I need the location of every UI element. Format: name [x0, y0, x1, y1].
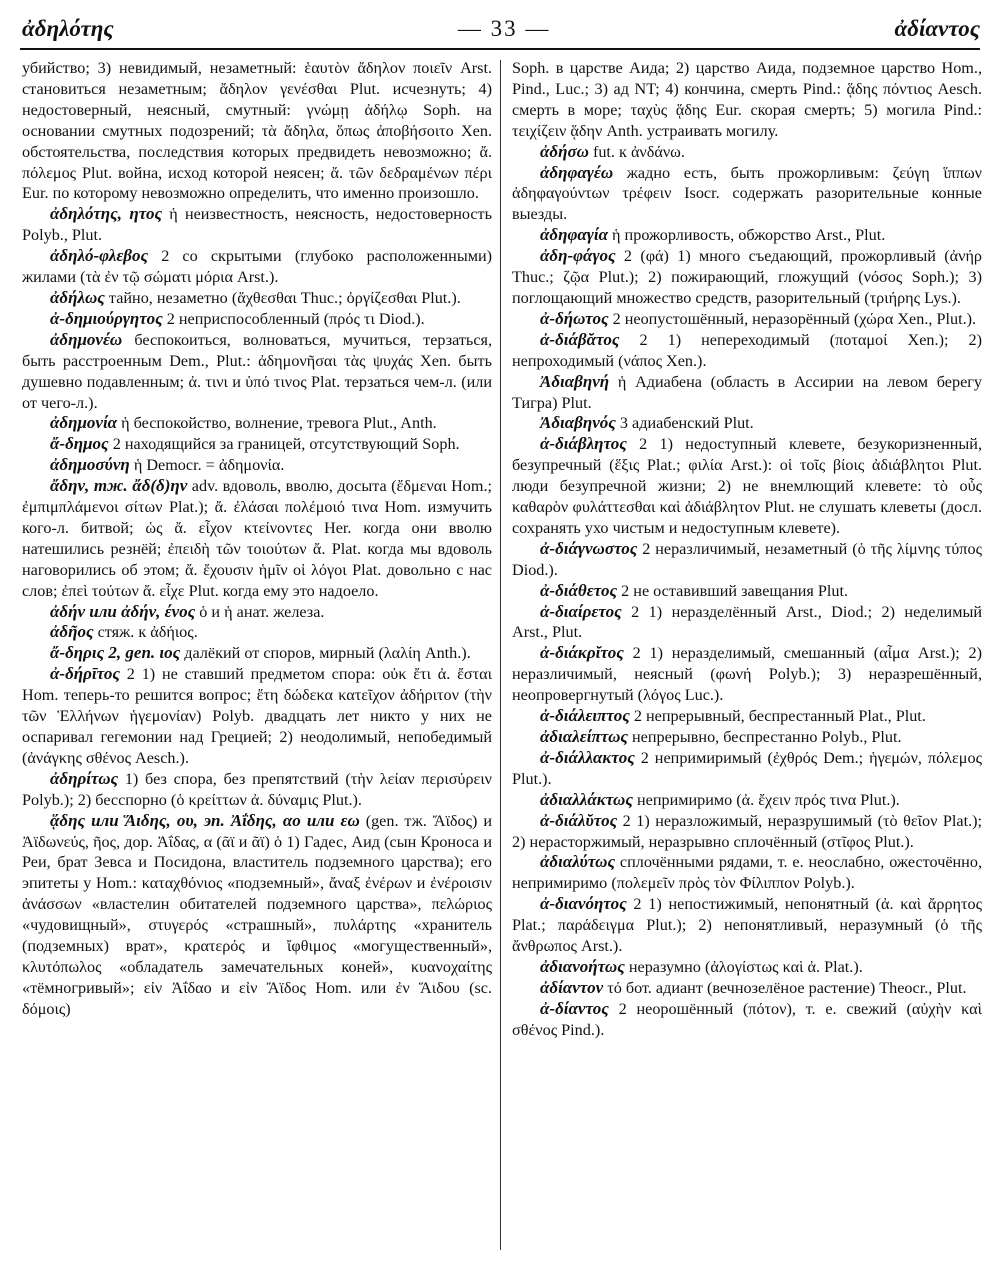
- dictionary-entry: [512, 727, 982, 748]
- entry-text: ὁ и ἡ анат. железа.: [195, 602, 325, 621]
- entry-headword: ἀ-δίαντος: [540, 998, 609, 1018]
- entry-text: 2 непримиримый (ἐχθρός Dem.; ἡγεμών, πόλεμος Plut.).: [512, 748, 982, 788]
- dictionary-entry: [22, 622, 492, 643]
- entry-headword: ἀ-δήωτος: [540, 308, 609, 328]
- entry-text: 3 адиабенский Plut.: [615, 414, 754, 433]
- entry-headword: ἀδιαλείπτως: [540, 727, 628, 746]
- dictionary-entry: [512, 581, 982, 602]
- entry-headword: ἀδήν или ἀδήν, ένος: [50, 601, 196, 621]
- entry-headword: ἀ-διανόητος: [540, 894, 627, 914]
- entry-text: 1) без спора, без препятствий (τὴν λείαν περισύρειν Polyb.); 2) бесспорно (ὁ κρείττων ἀ. δύναμις Plut.).: [22, 769, 492, 809]
- entry-text: 2 1) неразложимый, неразрушимый (τὸ θεῖον Plat.); 2) нерасторжимый, неразрывно сплочённый (στῖφος Plut.).: [512, 811, 982, 851]
- dictionary-entry: [22, 602, 492, 623]
- entry-headword: ἀ-διάκρῐτος: [540, 643, 624, 663]
- entry-text: fut. к ἀνδάνω.: [588, 142, 685, 161]
- entry-text: 2 неорошённый (πότον), т. е. свежий (αὐχὴν καὶ σθένος Pind.).: [512, 999, 982, 1039]
- entry-headword: ἀδημονία: [50, 413, 118, 433]
- dictionary-entry: [22, 476, 492, 601]
- dictionary-entry: [22, 204, 492, 246]
- left-column: [22, 58, 492, 1020]
- dictionary-entry: [512, 309, 982, 330]
- entry-text: adv. вдоволь, вволю, досыта (ἔδμεναι Hom.; ἐμπιμπλάμενοι σίτων Plat.); ἄ. ἐλάσαι πολέμοιό τινα Hom. измучить кого-л. битвой; ὡς ἄ. εἶχον κτείνοντες Her. когда они вволю натешились резнёй; ἐπειδὴ τῶν τοιούτων ἄ. Plat. когда мы вдоволь наговорились об этом; ἄ. ἔχουσιν ἡμῖν οἱ λόγοι Plat. довольно с нас слов; ἐπεὶ τούτων ἄ. εἶχε Plut. когда ему это надоело.: [22, 477, 493, 600]
- dictionary-entry: [512, 999, 982, 1041]
- entry-headword: ἀ-δημιούργητος: [50, 308, 163, 328]
- entry-headword: Ἀδιαβηνός: [540, 413, 616, 433]
- entry-text: тайно, незаметно (ἄχθεσθαι Thuc.; ὀργίζεσθαι Plut.).: [104, 288, 461, 307]
- dictionary-entry: [512, 706, 982, 727]
- entry-text: 2 не оставивший завещания Plut.: [617, 581, 849, 600]
- dictionary-entry: [512, 163, 982, 226]
- entry-text: 2 1) не ставший предметом спора: οὐκ ἔτι ἀ. ἔσται Hom. теперь-то решится вопрос; ἔτη δώδεκα κατεῖχον ἀδήριτον (τὴν τῶν Ἑλλήνων ἡγεμονίαν) Polyb. двадцать лет никто у них не оспаривал гегемонии над Грецией; 2) неодолимый, непобедимый (ἀνάγκης σθένος Aesch.).: [22, 665, 492, 767]
- entry-text: 2 со скрытыми (глубоко расположенными) жилами (τὰ ἐν τῷ σώματι μόρια Arst.).: [22, 247, 492, 287]
- entry-headword: ᾅδης или Ἅιδης, ου, эп. Ἀΐδης, αο или εω: [50, 810, 360, 830]
- entry-headword: ἀδίαντον: [540, 977, 604, 997]
- dictionary-entry: [22, 309, 492, 330]
- dictionary-entry: [512, 539, 982, 581]
- dictionary-entry: [512, 142, 982, 163]
- entry-text: непримиримо (ἀ. ἔχειν πρός τινα Plut.).: [632, 790, 900, 809]
- entry-text: неразумно (ἀλογίστως καὶ ἀ. Plat.).: [624, 957, 863, 976]
- dictionary-entry: [22, 455, 492, 476]
- entry-headword: ἀδήσω: [540, 141, 589, 161]
- entry-headword: ἀ-διάθετος: [540, 580, 618, 600]
- entry-text: 2 1) непостижимый, непонятный (ἀ. καὶ ἄρρητος Plat.; παράδειγμα Plut.); 2) непонятливый, неразумный (ὁ τῆς ἄνθρωπος Arst.).: [512, 895, 982, 956]
- dictionary-entry: [22, 434, 492, 455]
- entry-text: 2 находящийся за границей, отсутствующий Soph.: [108, 435, 460, 454]
- entry-headword: ἀδηφαγία: [540, 225, 608, 245]
- column-divider: [500, 60, 501, 1250]
- entry-headword: ἀδῆος: [50, 622, 94, 642]
- entry-text: 2 1) непереходимый (ποταμοί Xen.); 2) непроходимый (νάπος Xen.).: [512, 330, 982, 370]
- dictionary-entry: [512, 225, 982, 246]
- dictionary-entry: [22, 413, 492, 434]
- page-number: — 33 —: [457, 16, 551, 41]
- entry-text: 2 1) неразделённый Arst., Diod.; 2) неделимый Arst., Plut.: [512, 602, 982, 642]
- entry-text: 2 неприспособленный (πρός τι Diod.).: [162, 309, 425, 328]
- entry-headword: ἀ-διάβᾰτος: [540, 329, 620, 349]
- entry-headword: ἀδιανοήτως: [540, 956, 625, 976]
- dictionary-entry: [512, 413, 982, 434]
- entry-text: Soph. в царстве Аида; 2) царство Аида, подземное царство Hom., Pind., Luc.; 3) ад NT; 4) кончина, смерть Pind.: ᾅδης πόντιος Aesch. смерть в море; ταχὺς ᾅδης Eur. скорая смерть; 5) могила Pind.: τειχίζειν ᾅδην Anth. устраивать могилу.: [512, 59, 982, 140]
- right-column: [512, 58, 982, 1041]
- entry-text: 2 неопустошённый, неразорённый (χώρα Xen., Plut.).: [608, 309, 977, 328]
- dictionary-entry: [22, 643, 492, 664]
- entry-text: сплочёнными рядами, т. е. неослабно, ожесточённо, непримиримо (πολεμεῖν πρὸς τὸν Φίλιππον Polyb.).: [512, 853, 982, 893]
- entry-text: непрерывно, беспрестанно Polyb., Plut.: [627, 728, 902, 746]
- entry-text: стяж. к ἀδήιος.: [93, 623, 198, 642]
- dictionary-entry: [22, 246, 492, 288]
- entry-headword: ἀδήλως: [50, 287, 105, 307]
- dictionary-entry: [512, 602, 982, 644]
- entry-headword: ἀ-διάλῠτος: [540, 810, 618, 830]
- entry-headword: ἀδηφαγέω: [540, 162, 614, 182]
- entry-text: 2 1) недоступный клевете, безукоризненный, безупречный (ἕξις Plat.; φιλία Arst.): οἱ τοῖς βίοις ἀδιάβλητοι Plut. люди безупречной жизни; 2) не внемлющий клевете: τὸ οὖς καθαρὸν φυλάττεσθαι καὶ ἀδιάβλητον Plut. не слушать клеветы (досл. сохранять ухо чистым и недоступным клевете).: [512, 435, 982, 537]
- entry-headword: ἄ-δημος: [50, 434, 109, 454]
- entry-headword: ἀ-διάγνωστος: [540, 538, 638, 558]
- entry-text: 2 1) неразделимый, смешанный (αἷμα Arst.); 2) неразличимый, неясный (φωνή Polyb.); 3) неразрешённый, неопровергнутый (λόγος Luc.).: [512, 644, 982, 705]
- dictionary-entry: [512, 643, 982, 706]
- dictionary-entry: [512, 434, 982, 539]
- entry-text: ἡ беспокойство, волнение, тревога Plut., Anth.: [117, 414, 437, 433]
- entry-text: жадно есть, быть прожорливым: ζεύγη ἵππων ἀδηφαγούντων τρέφειν Isocr. содержать разорительные конные выезды.: [512, 163, 982, 224]
- entry-text: беспокоиться, волноваться, мучиться, терзаться, быть расстроенным Dem., Plut.: ἀδημονῆσαι τὰς ψυχάς Xen. быть душевно подавленным; ἀ. τινι и ὑπό τινος Plat. терзаться чем-л. (или от чего-л.).: [22, 330, 492, 412]
- page-header: [22, 12, 980, 46]
- entry-headword: ἄδην, тж. ἄδ(δ)ην: [50, 476, 188, 496]
- dictionary-entry: [512, 852, 982, 894]
- entry-headword: ἀδημοσύνη: [50, 455, 130, 475]
- dictionary-entry: [512, 58, 982, 142]
- dictionary-entry: [22, 769, 492, 811]
- entry-headword: ἀ-διάλειπτος: [540, 706, 630, 726]
- entry-text: ἡ прожорливость, обжорство Arst., Plut.: [608, 226, 886, 245]
- entry-headword: ἀ-διαίρετος: [540, 601, 622, 621]
- entry-headword: ἀδηλότης, ητος: [50, 204, 163, 224]
- entry-headword: ἀ-διάβλητος: [540, 434, 627, 454]
- dictionary-entry: [512, 894, 982, 957]
- dictionary-entry: [512, 811, 982, 853]
- dictionary-entry: [512, 748, 982, 790]
- dictionary-entry: [22, 811, 492, 1020]
- entry-text: ἡ Democr. = ἀδημονία.: [129, 456, 285, 475]
- entry-headword: ἀ-δήρῑτος: [50, 664, 120, 684]
- dictionary-entry: [512, 978, 982, 999]
- entry-headword: ἀδιαλύτως: [540, 852, 616, 872]
- dictionary-entry: [22, 58, 492, 204]
- entry-headword: ἀδηρίτως: [50, 768, 119, 788]
- entry-text: (gen. тж. Ἄϊδος) и Ἀϊδωνεύς, ῆος, дор. Ἀΐδας, α (ᾶϊ и ᾶϊ) ὁ 1) Гадес, Аид (сын Кроноса и Реи, брат Зевса и Посидона, властитель подземного царства); его эпитеты у Hom.: καταχθόνιος «подземный», ἄναξ ἐνέρων и ἐνέροισιν ἀνάσσων «властелин обитателей подземного царства», πελώριος «чудовищный», στυγερός «страшный», πυλάρτης «хранитель (подземных) врат», κρατερός и ἴφθιμος «могущественный», κλυτόπωλος «обладатель замечательных коней», κυανοχαίτης «тёмногривый»; εἰν Ἀΐδαο и εἰν Ἄϊδος Hom. или ἐν Ἅιδου (sc. δόμοις): [22, 811, 492, 1018]
- entry-headword: ἀδημονέω: [50, 329, 123, 349]
- dictionary-entry: [22, 288, 492, 309]
- dictionary-entry: [512, 372, 982, 414]
- dictionary-entry: [512, 790, 982, 811]
- left-guideword: ἀδηλότης: [22, 16, 114, 41]
- entry-headword: ἀδηλό-φλεβος: [50, 246, 149, 266]
- dictionary-entry: [22, 664, 492, 769]
- entry-headword: ἀ-διάλλακτος: [540, 747, 635, 767]
- entry-text: далёкий от споров, мирный (λαλίη Anth.).: [180, 644, 471, 663]
- entry-text: 2 непрерывный, беспрестанный Plat., Plut.: [629, 707, 926, 726]
- entry-text: 2 неразличимый, незаметный (ὁ τῆς λίμνης τύπος Diod.).: [512, 539, 982, 579]
- entry-headword: ἀδη-φάγος: [540, 246, 616, 266]
- dictionary-entry: [512, 957, 982, 978]
- entry-text: ἡ неизвестность, неясность, недостоверность Polyb., Plut.: [22, 205, 492, 245]
- entry-text: 2 (φά) 1) много съедающий, прожорливый (ἀνήρ Thuc.; ζῷα Plut.); 2) пожирающий, гложущий (νόσος Soph.); 3) поглощающий множество средств, разорительный (τριήρης Lys.).: [512, 247, 982, 307]
- entry-text: убийство; 3) невидимый, незаметный: ἑαυτὸν ἄδηλον ποιεῖν Arst. становиться незаметным; ἄδηλον γενέσθαι Plut. исчезнуть; 4) недостоверный, неясный, смутный: γνώμῃ ἀδήλῳ Soph. на основании смутных подозрений; τὰ ἄδηλα, ὅπως ἀποβήσοιτο Xen. обстоятельства, последствия которых предвидеть невозможно; ἄ. πόλεμος Plut. война, исход которой неясен; ἄ. τῶν δεδραμένων πέρι Eur. по которому невозможно определить, что именно произошло.: [22, 59, 492, 203]
- entry-text: τό бот. адиант (вечнозелёное растение) Theocr., Plut.: [603, 978, 967, 997]
- entry-text: ἡ Адиабена (область в Ассирии на левом берегу Тигра) Plut.: [512, 372, 982, 412]
- header-rule: [20, 48, 980, 50]
- right-guideword: ἀδίαντος: [894, 16, 980, 41]
- entry-headword: Ἀδιαβηνή: [540, 371, 610, 391]
- entry-headword: ἄ-δηρις 2, gen. ιος: [50, 643, 181, 663]
- dictionary-entry: [512, 330, 982, 372]
- dictionary-entry: [512, 246, 982, 309]
- dictionary-entry: [22, 330, 492, 414]
- entry-headword: ἀδιαλλάκτως: [540, 789, 633, 809]
